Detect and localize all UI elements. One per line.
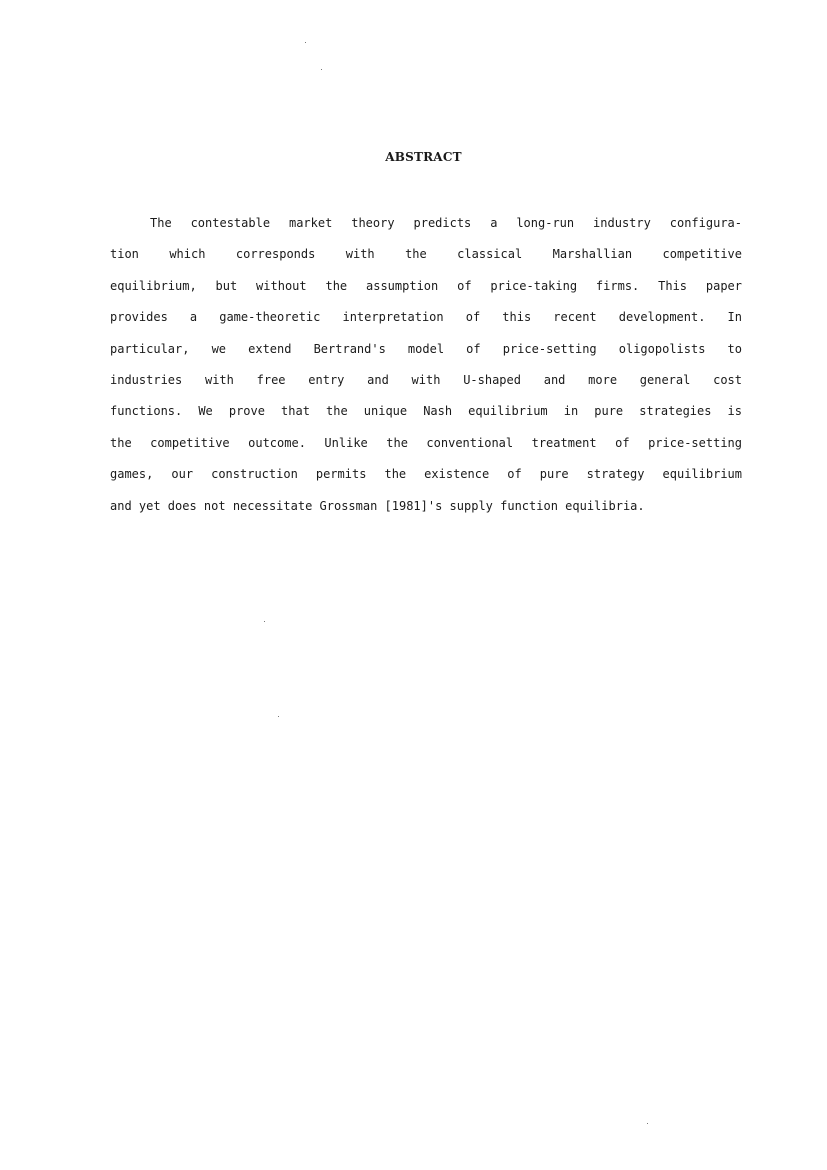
abstract-line: tion which corresponds with the classical Marshallian competitive (110, 247, 742, 262)
abstract-body (110, 208, 742, 522)
abstract-line: functions. We prove that the unique Nash equilibrium in pure strategies is (110, 404, 742, 419)
abstract-line: games, our construction permits the existence of pure strategy equilibrium (110, 467, 742, 482)
abstract-heading: ABSTRACT (385, 150, 462, 164)
scan-speck (264, 621, 265, 622)
abstract-line: the competitive outcome. Unlike the conventional treatment of price-setting (110, 435, 742, 450)
abstract-line: and yet does not necessitate Grossman [1981]'s supply function equilibria. (110, 498, 645, 513)
abstract-line: equilibrium, but without the assumption of price-taking firms. This paper (110, 278, 742, 293)
scan-speck (321, 69, 322, 70)
scan-speck (305, 42, 306, 43)
abstract-line: industries with free entry and with U-shaped and more general cost (110, 372, 742, 387)
abstract-line: provides a game-theoretic interpretation of this recent development. In (110, 310, 742, 325)
abstract-line: particular, we extend Bertrand's model of price-setting oligopolists to (110, 341, 742, 356)
scan-speck (647, 1123, 648, 1124)
scan-speck (278, 716, 279, 717)
abstract-line: The contestable market theory predicts a long-run industry configura- (150, 216, 742, 230)
